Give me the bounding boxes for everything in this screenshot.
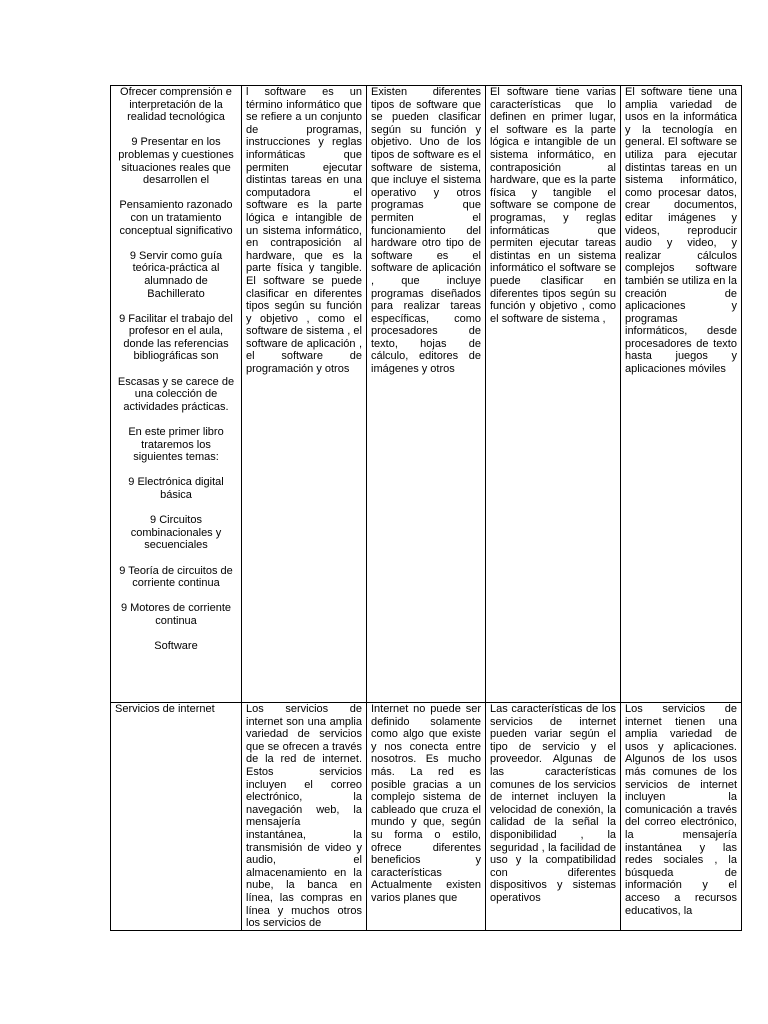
table-row-internet-services [111, 703, 742, 931]
table-cell-objectives [111, 86, 242, 703]
cell-paragraph: En este primer libro trataremos los siguientes temas: [128, 426, 224, 464]
cell-paragraph: 9 Circuitos combinacionales y secuenciales [130, 514, 222, 552]
cell-paragraph: 9 Servir como guía teórica-práctica al alumnado de Bachillerato [129, 249, 223, 300]
document-table [110, 85, 742, 931]
table-cell-software-characteristics: El software tiene varias características que lo definen en primer lugar, el software es la parte lógica e intangible de un sistema informático, en contraposición al hardware, que es la parte física y tangible el software se compone de programas, y reglas informáticas que permiten ejecutar tareas distintas en un sistema informático el software se puede clasificar en diferentes tipos según su función y objetivo , como el software de sistema , [486, 86, 621, 703]
table-cell-topic: Servicios de internet [111, 703, 242, 931]
table-cell-software-uses: El software tiene una amplia variedad de usos en la informática y la tecnología en general. El software se utiliza para ejecutar distintas tareas en un sistema informático, como procesar datos, crear documentos, editar imágenes y videos, reproducir audio y video, y realizar cálculos complejos software también se utiliza en la creación de aplicaciones y programas informáticos, desde procesadores de texto hasta juegos y aplicaciones móviles [621, 86, 742, 703]
cell-paragraph: 9 Teoría de circuitos de corriente continua [119, 564, 233, 590]
table-cell-software-types: Existen diferentes tipos de software que se pueden clasificar según su función y objetivo. Uno de los tipos de software es el software de sistema, que incluye el sistema operativo y otros programas que permiten el funcionamiento del hardware otro tipo de software es el software de aplicación , que incluye programas diseñados para realizar tareas específicas, como procesadores de texto, hojas de cálculo, editores de imágenes y otros [367, 86, 486, 703]
table-row-software [111, 86, 742, 703]
table-cell-internet-uses: Los servicios de internet tienen una amplia variedad de usos y aplicaciones. Algunos de los usos más comunes de los servicios de internet incluyen la comunicación a través del correo electrónico, la mensajería instantánea y las redes sociales , la búsqueda de información y el acceso a recursos educativos, la [621, 703, 742, 931]
cell-paragraph: 9 Motores de corriente continua [120, 602, 232, 627]
table-cell-internet-definition: Los servicios de internet son una amplia variedad de servicios que se ofrecen a través de la red de internet. Estos servicios incluyen el correo electrónico, la navegación web, la mensajería instantánea, la transmisión de video y audio, el almacenamiento en la nube, la banca en línea, las compras en línea y muchos otros los servicios de [242, 703, 367, 931]
table-cell-internet-characteristics: Las características de los servicios de internet pueden variar según el tipo de servicio y el proveedor. Algunas de las características comunes de los servicios de internet incluyen la velocidad de conexión, la calidad de la señal la disponibilidad , la seguridad , la facilidad de uso y la compatibilidad con diferentes dispositivos y sistemas operativos [486, 703, 621, 931]
cell-paragraph: 9 Electrónica digital básica [128, 476, 224, 501]
cell-paragraph: 9 Facilitar el trabajo del profesor en el aula, donde las referencias bibliográficas son [119, 312, 233, 363]
cell-paragraph: 9 Presentar en los problemas y cuestiones situaciones reales que desarrollen el [118, 136, 234, 187]
cell-paragraph: Software [154, 640, 198, 653]
table-cell-software-definition: l software es un término informático que se refiere a un conjunto de programas, instrucciones y reglas informáticas que permiten ejecutar distintas tareas en una computadora el software es la parte lógica e intangible de un sistema informático, en contraposición al hardware, que es la parte física y tangible. El software se puede clasificar en diferentes tipos según su función y objetivo , como el software de sistema , el software de aplicación , el software de programación y otros [242, 86, 367, 703]
cell-paragraph: Pensamiento razonado con un tratamiento conceptual significativo [119, 199, 233, 237]
cell-paragraph: Ofrecer comprensión e interpretación de la realidad tecnológica [120, 86, 232, 124]
cell-paragraph: Escasas y se carece de una colección de actividades prácticas. [117, 375, 235, 413]
table-cell-internet-description: Internet no puede ser definido solamente como algo que existe y nos conecta entre nosotros. Es mucho más. La red es posible gracias a un complejo sistema de cableado que cruza el mundo y que, según su forma o estilo, ofrece diferentes beneficios y características Actualmente existen varios planes que [367, 703, 486, 931]
